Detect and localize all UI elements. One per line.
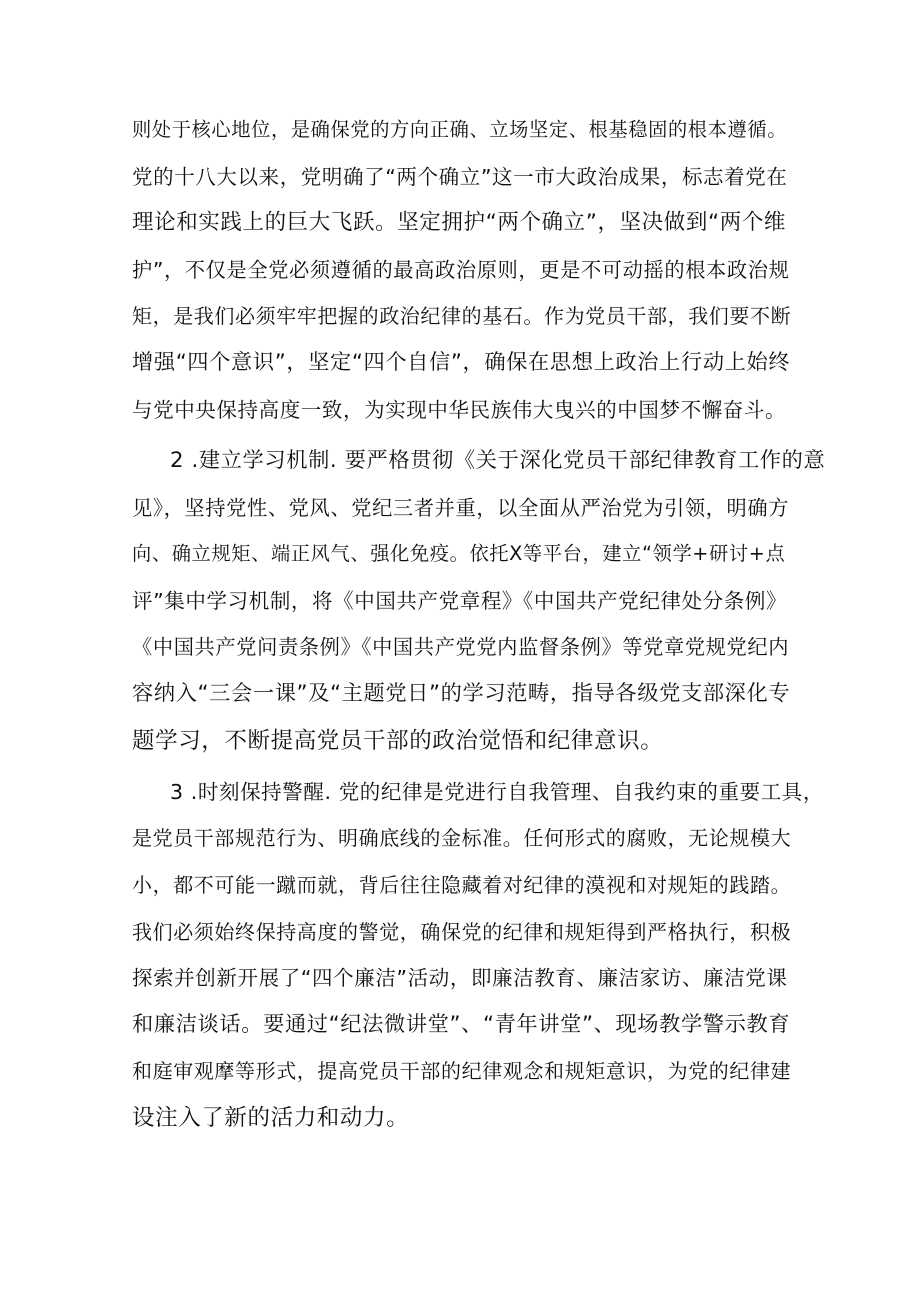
paragraph-3-line-1: 3 .时刻保持警醒. 党的纪律是党进行自我管理、自我约束的重要工具， [170,780,825,804]
paragraph-3-line-3: 小，都不可能一蹴而就，背后往往隐藏着对纪律的漠视和对规矩的践踏。 [132,873,792,897]
paragraph-2-line-1: 2 .建立学习机制. 要严格贯彻《关于深化党员干部纪律教育工作的意 [170,448,826,473]
paragraph-2-line-3: 向、确立规矩、端正风气、强化免疫。依托X等平台，建立“领学+研讨+点 [132,542,786,565]
paragraph-3-line-5: 探索并创新开展了“四个廉洁”活动，即廉洁教育、廉洁家访、廉洁党课 [132,966,788,990]
paragraph-2-line-4: 评”集中学习机制，将《中国共产党章程》《中国共产党纪律处分条例》 [132,589,788,613]
paragraph-1-line-4: 护”，不仅是全党必须遵循的最高政治原则，更是不可动摇的根本政治规 [132,258,790,282]
paragraph-3-line-6: 和廉洁谈话。要通过“纪法微讲堂”、“青年讲堂”、现场教学警示教育 [132,1012,791,1037]
paragraph-2-line-7: 题学习，不断提高党员干部的政治觉悟和纪律意识。 [132,728,664,754]
paragraph-1-line-3: 理论和实践上的巨大飞跃。坚定拥护“两个确立”，坚决做到“两个维 [132,210,787,235]
paragraph-2-line-5: 《中国共产党问责条例》《中国共产党党内监督条例》等党章党规党纪内 [132,635,790,659]
paragraph-3-line-2: 是党员干部规范行为、明确底线的金标准。任何形式的腐败，无论规模大 [132,826,792,850]
paragraph-1-line-5: 矩，是我们必须牢牢把握的政治纪律的基石。作为党员干部，我们要不断 [132,304,792,328]
paragraph-1-line-6: 增强“四个意识”，坚定“四个自信”，确保在思想上政治上行动上始终 [132,350,791,375]
paragraph-3-line-7: 和庭审观摩等形式，提高党员干部的纪律观念和规矩意识，为党的纪律建 [132,1059,792,1083]
paragraph-3-line-4: 我们必须始终保持高度的警觉，确保党的纪律和规矩得到严格执行，积极 [132,920,792,944]
paragraph-2-line-6: 容纳入“三会一课”及“主题党日”的学习范畴，指导各级党支部深化专 [132,681,791,706]
paragraph-3-line-8: 设注入了新的活力和动力。 [132,1105,410,1131]
paragraph-2-line-2: 见》，坚持党性、党风、党纪三者并重，以全面从严治党为引领，明确方 [132,496,790,520]
paragraph-1-line-1: 则处于核心地位，是确保党的方向正确、立场坚定、根基稳固的根本遵循。 [132,118,788,141]
paragraph-1-line-2: 党的十八大以来，党明确了“两个确立”这一市大政治成果，标志着党在 [132,165,788,189]
paragraph-1-line-7: 与党中央保持高度一致，为实现中华民族伟大曳兴的中国梦不懈奋斗。 [132,398,787,422]
